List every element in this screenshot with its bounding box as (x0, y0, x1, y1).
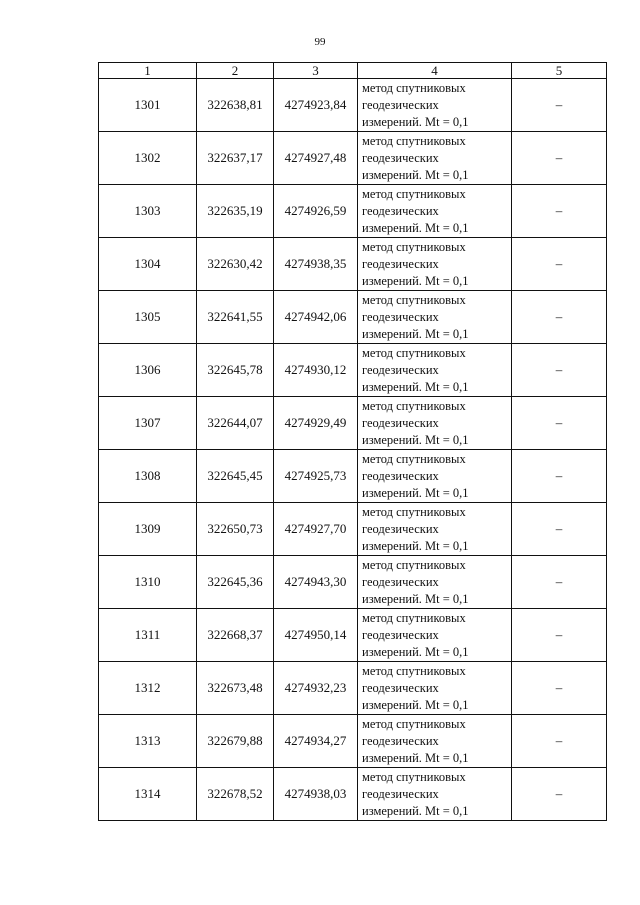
note-cell: – (512, 503, 607, 556)
x-coordinate-cell: 322637,17 (197, 132, 274, 185)
x-coordinate-cell: 322635,19 (197, 185, 274, 238)
method-cell (358, 132, 512, 185)
method-line-2: геодезических (362, 150, 439, 165)
point-number-cell: 1305 (99, 291, 197, 344)
method-line-2: геодезических (362, 680, 439, 695)
x-coordinate-cell: 322679,88 (197, 715, 274, 768)
method-line-1: метод спутниковых (362, 239, 466, 254)
point-number-cell: 1307 (99, 397, 197, 450)
method-line-2: геодезических (362, 415, 439, 430)
x-coordinate-cell: 322644,07 (197, 397, 274, 450)
point-number-cell: 1313 (99, 715, 197, 768)
point-number-cell: 1314 (99, 768, 197, 821)
table-header-row (99, 63, 607, 79)
table-row (99, 503, 607, 556)
table-row (99, 450, 607, 503)
note-cell: – (512, 397, 607, 450)
method-line-1: метод спутниковых (362, 610, 466, 625)
method-line-3: измерений. Mt = 0,1 (362, 114, 469, 129)
method-line-1: метод спутниковых (362, 769, 466, 784)
page-number: 99 (314, 36, 326, 48)
method-line-1: метод спутниковых (362, 451, 466, 466)
method-line-3: измерений. Mt = 0,1 (362, 485, 469, 500)
method-cell (358, 768, 512, 821)
table-row (99, 397, 607, 450)
method-line-1: метод спутниковых (362, 80, 466, 95)
method-line-1: метод спутниковых (362, 345, 466, 360)
y-coordinate-cell: 4274925,73 (274, 450, 358, 503)
x-coordinate-cell: 322638,81 (197, 79, 274, 132)
y-coordinate-cell: 4274943,30 (274, 556, 358, 609)
y-coordinate-cell: 4274927,70 (274, 503, 358, 556)
method-line-1: метод спутниковых (362, 557, 466, 572)
method-line-1: метод спутниковых (362, 186, 466, 201)
method-cell (358, 238, 512, 291)
table-row (99, 768, 607, 821)
method-line-3: измерений. Mt = 0,1 (362, 538, 469, 553)
table-row (99, 79, 607, 132)
column-header-3: 3 (274, 63, 358, 79)
method-line-1: метод спутниковых (362, 398, 466, 413)
method-cell (358, 79, 512, 132)
method-line-2: геодезических (362, 574, 439, 589)
note-cell: – (512, 768, 607, 821)
point-number-cell: 1301 (99, 79, 197, 132)
point-number-cell: 1310 (99, 556, 197, 609)
method-line-2: геодезических (362, 468, 439, 483)
x-coordinate-cell: 322645,45 (197, 450, 274, 503)
table-row (99, 344, 607, 397)
table-body (99, 79, 607, 821)
method-cell (358, 556, 512, 609)
method-line-1: метод спутниковых (362, 716, 466, 731)
method-line-3: измерений. Mt = 0,1 (362, 591, 469, 606)
point-number-cell: 1308 (99, 450, 197, 503)
method-line-3: измерений. Mt = 0,1 (362, 750, 469, 765)
method-line-3: измерений. Mt = 0,1 (362, 379, 469, 394)
note-cell: – (512, 238, 607, 291)
method-cell (358, 450, 512, 503)
x-coordinate-cell: 322641,55 (197, 291, 274, 344)
y-coordinate-cell: 4274938,35 (274, 238, 358, 291)
method-line-2: геодезических (362, 733, 439, 748)
y-coordinate-cell: 4274923,84 (274, 79, 358, 132)
y-coordinate-cell: 4274934,27 (274, 715, 358, 768)
y-coordinate-cell: 4274929,49 (274, 397, 358, 450)
method-line-3: измерений. Mt = 0,1 (362, 167, 469, 182)
note-cell: – (512, 79, 607, 132)
method-line-2: геодезических (362, 256, 439, 271)
method-line-3: измерений. Mt = 0,1 (362, 273, 469, 288)
x-coordinate-cell: 322668,37 (197, 609, 274, 662)
method-line-2: геодезических (362, 203, 439, 218)
method-line-2: геодезических (362, 97, 439, 112)
note-cell: – (512, 344, 607, 397)
method-cell (358, 291, 512, 344)
method-line-3: измерений. Mt = 0,1 (362, 644, 469, 659)
table-row (99, 238, 607, 291)
point-number-cell: 1303 (99, 185, 197, 238)
x-coordinate-cell: 322650,73 (197, 503, 274, 556)
point-number-cell: 1309 (99, 503, 197, 556)
point-number-cell: 1306 (99, 344, 197, 397)
method-line-1: метод спутниковых (362, 292, 466, 307)
method-line-2: геодезических (362, 521, 439, 536)
x-coordinate-cell: 322645,78 (197, 344, 274, 397)
method-line-1: метод спутниковых (362, 504, 466, 519)
y-coordinate-cell: 4274932,23 (274, 662, 358, 715)
x-coordinate-cell: 322673,48 (197, 662, 274, 715)
method-line-3: измерений. Mt = 0,1 (362, 220, 469, 235)
table-row (99, 185, 607, 238)
note-cell: – (512, 132, 607, 185)
point-number-cell: 1302 (99, 132, 197, 185)
method-cell (358, 397, 512, 450)
method-line-2: геодезических (362, 309, 439, 324)
x-coordinate-cell: 322678,52 (197, 768, 274, 821)
method-line-3: измерений. Mt = 0,1 (362, 803, 469, 818)
x-coordinate-cell: 322645,36 (197, 556, 274, 609)
coordinates-table (98, 62, 607, 821)
method-line-1: метод спутниковых (362, 663, 466, 678)
y-coordinate-cell: 4274927,48 (274, 132, 358, 185)
note-cell: – (512, 662, 607, 715)
column-header-5: 5 (512, 63, 607, 79)
note-cell: – (512, 715, 607, 768)
column-header-1: 1 (99, 63, 197, 79)
method-line-2: геодезических (362, 786, 439, 801)
method-line-2: геодезических (362, 362, 439, 377)
y-coordinate-cell: 4274930,12 (274, 344, 358, 397)
y-coordinate-cell: 4274950,14 (274, 609, 358, 662)
method-cell (358, 715, 512, 768)
note-cell: – (512, 291, 607, 344)
note-cell: – (512, 450, 607, 503)
method-cell (358, 344, 512, 397)
y-coordinate-cell: 4274938,03 (274, 768, 358, 821)
method-cell (358, 503, 512, 556)
y-coordinate-cell: 4274926,59 (274, 185, 358, 238)
point-number-cell: 1312 (99, 662, 197, 715)
method-line-1: метод спутниковых (362, 133, 466, 148)
method-cell (358, 609, 512, 662)
note-cell: – (512, 609, 607, 662)
column-header-4: 4 (358, 63, 512, 79)
method-cell (358, 662, 512, 715)
method-line-3: измерений. Mt = 0,1 (362, 697, 469, 712)
table-row (99, 715, 607, 768)
column-header-2: 2 (197, 63, 274, 79)
method-line-3: измерений. Mt = 0,1 (362, 432, 469, 447)
table-row (99, 609, 607, 662)
method-line-2: геодезических (362, 627, 439, 642)
method-line-3: измерений. Mt = 0,1 (362, 326, 469, 341)
point-number-cell: 1311 (99, 609, 197, 662)
x-coordinate-cell: 322630,42 (197, 238, 274, 291)
table-row (99, 556, 607, 609)
method-cell (358, 185, 512, 238)
note-cell: – (512, 556, 607, 609)
table-row (99, 291, 607, 344)
point-number-cell: 1304 (99, 238, 197, 291)
note-cell: – (512, 185, 607, 238)
table-row (99, 132, 607, 185)
table-row (99, 662, 607, 715)
y-coordinate-cell: 4274942,06 (274, 291, 358, 344)
